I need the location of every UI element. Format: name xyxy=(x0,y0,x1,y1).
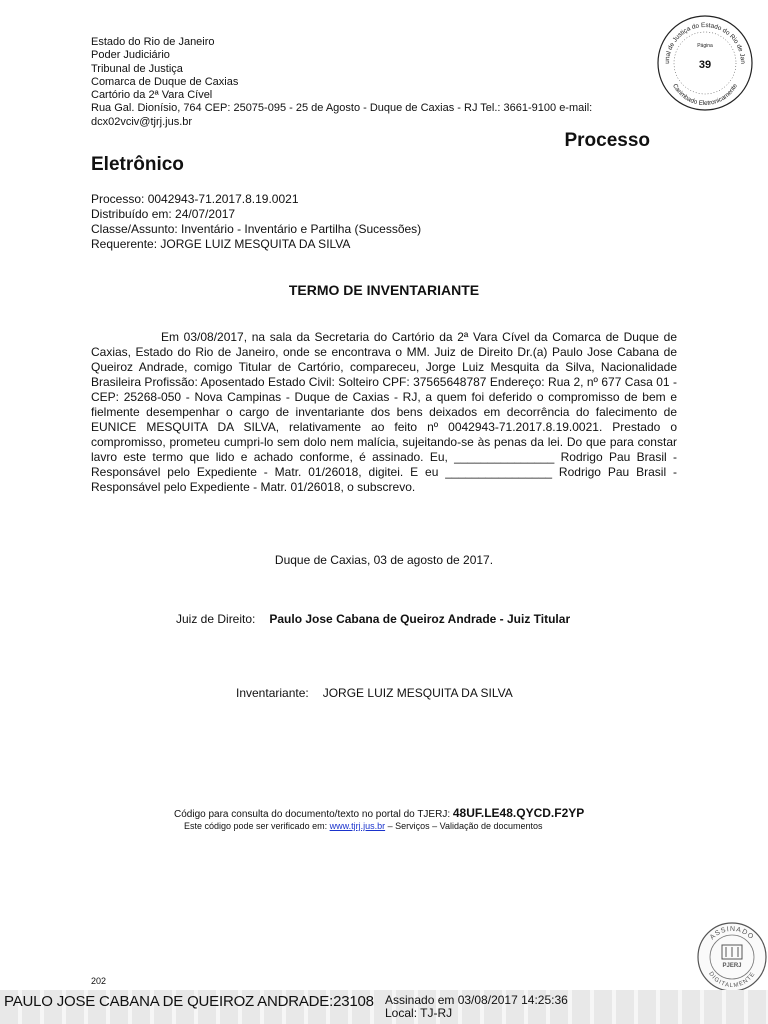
court-header xyxy=(91,36,592,129)
header-line: Rua Gal. Dionísio, 764 CEP: 25075-095 - 25 de Agosto - Duque de Caxias - RJ Tel.: 3661-9100 e-mail: xyxy=(91,102,593,115)
page-stamp xyxy=(655,13,755,113)
verification-line xyxy=(174,806,584,820)
verification-hint-suffix: – Serviços – Validação de documentos xyxy=(387,821,543,831)
header-line: Poder Judiciário xyxy=(91,49,170,62)
stamp-ring-top: unal de Justiça do Estado do Rio de Jan xyxy=(663,21,747,65)
signer-name: PAULO JOSE CABANA DE QUEIROZ ANDRADE:23108 xyxy=(4,993,374,1010)
document-title-part1: Processo xyxy=(564,130,650,151)
doc-heading: TERMO DE INVENTARIANTE xyxy=(288,282,480,298)
judge-line xyxy=(176,612,570,626)
verification-code: 48UF.LE48.QYCD.F2YP xyxy=(452,806,585,820)
place-date: Duque de Caxias, 03 de agosto de 2017. xyxy=(274,553,494,567)
seal-top-text: ASSINADO xyxy=(708,925,756,942)
process-metadata xyxy=(91,192,421,252)
header-line: dcx02vciv@tjrj.jus.br xyxy=(91,115,193,128)
applicant: Requerente: JORGE LUIZ MESQUITA DA SILVA xyxy=(91,237,351,251)
distribution-date: Distribuído em: 24/07/2017 xyxy=(91,207,236,221)
seal-icon xyxy=(696,921,768,993)
stamp-ring-bottom: Carimbado Eletronicamente xyxy=(671,82,739,108)
process-number: Processo: 0042943-71.2017.8.19.0021 xyxy=(91,192,299,206)
stamp-page-label: Página xyxy=(697,43,713,49)
body-paragraph: Em 03/08/2017, na sala da Secretaria do Cartório da 2ª Vara Cível da Comarca de Duque de Caxias, Estado do Rio de Janeiro, onde se encontrava o MM. Juiz de Direito Dr.(a) Paulo Jose Cabana de Queiroz Andrade, comigo Titular de Cartório, compareceu, Jorge Luiz Mesquita da Silva, Nacionalidade Brasileira Profissão: Aposentado Estado Civil: Solteiro CPF: 37565648787 Endereço: Rua 2, nº 677 Casa 01 - CEP: 25268-050 - Nova Campinas - Duque de Caxias - RJ, a quem foi deferido o compromisso de bem e fielmente desempenhar o cargo de inventariante dos bens deixados em decorrência do falecimento de EUNICE MESQUITA DA SILVA, relativamente ao feito nº 0042943-71.2017.8.19.0021. Prestado o compromisso, prometeu cumpri-lo sem dolo nem malícia, sujeitando-se às penas da lei. Do que para constar lavro este termo que lido e achado conforme, é assinado. Eu, _______________ Rodrigo Pau Brasil - Responsável pelo Expediente - Matr. 01/26018, digitei. E eu ________________ Rodrigo Pau Brasil - Responsável pelo Expediente - Matr. 01/26018, o subscrevo. xyxy=(91,330,677,494)
inventariante-name: JORGE LUIZ MESQUITA DA SILVA xyxy=(322,686,513,700)
verification-hint xyxy=(184,821,543,831)
signed-at: Assinado em 03/08/2017 14:25:36 xyxy=(385,993,568,1007)
document-title-part2: Eletrônico xyxy=(91,154,184,175)
signature-location: Local: TJ-RJ xyxy=(385,1006,453,1020)
judge-name: Paulo Jose Cabana de Queiroz Andrade - Juiz Titular xyxy=(269,612,571,626)
judge-label: Juiz de Direito: xyxy=(176,612,256,626)
signature-info xyxy=(385,994,568,1020)
document-body xyxy=(91,330,677,495)
header-line: Tribunal de Justiça xyxy=(91,62,183,75)
inventariante-line xyxy=(236,686,513,700)
seal-center-text: PJERJ xyxy=(722,963,742,969)
inventariante-label: Inventariante: xyxy=(236,686,309,700)
tjrj-link[interactable]: www.tjrj.jus.br xyxy=(329,821,386,831)
page-id: 202 xyxy=(91,976,107,986)
verification-hint-prefix: Este código pode ser verificado em: xyxy=(184,821,328,831)
verification-prefix: Código para consulta do documento/texto no portal do TJERJ: xyxy=(174,809,451,820)
class-subject: Classe/Assunto: Inventário - Inventário e Partilha (Sucessões) xyxy=(91,222,422,236)
seal-bottom-text: DIGITALMENTE xyxy=(707,970,757,990)
digital-seal xyxy=(696,921,768,993)
header-line: Cartório da 2ª Vara Cível xyxy=(91,89,213,102)
stamp-icon xyxy=(655,13,755,113)
header-line: Comarca de Duque de Caxias xyxy=(91,75,239,88)
header-line: Estado do Rio de Janeiro xyxy=(91,36,215,48)
stamp-page-number: 39 xyxy=(698,59,712,71)
